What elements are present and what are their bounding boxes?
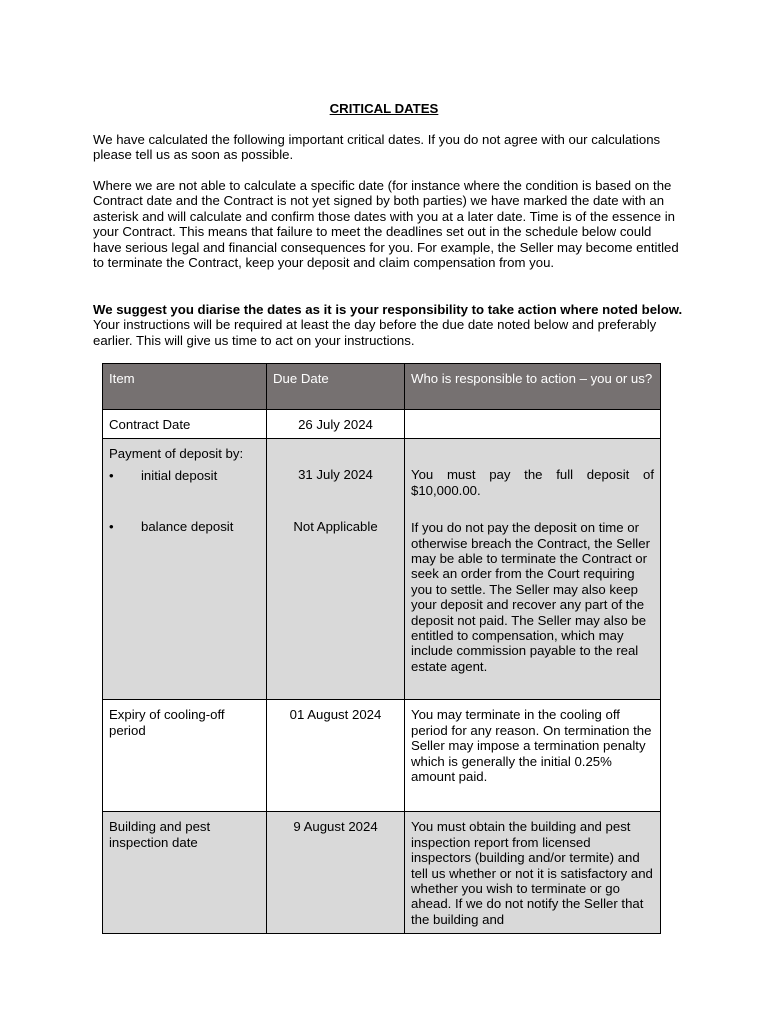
cell-date: 26 July 2024 [267, 410, 405, 439]
initial-deposit-note: You must pay the full deposit of $10,000.00. [411, 467, 654, 498]
intro-paragraph: We have calculated the following important critical dates. If you do not agree with our calculations please tell us as soon as possible. [93, 132, 661, 163]
page-title: CRITICAL DATES [329, 101, 439, 116]
bullet-icon: • [109, 467, 114, 483]
suggest-rest-text: Your instructions will be required at least the day before the due date noted below and preferably earlier. This will give us time to act on your instructions. [93, 317, 657, 348]
cell-date [267, 439, 405, 700]
cell-note: You may terminate in the cooling off period for any reason. On termination the Seller may impose a termination penalty which is generally the initial 0.25% amount paid. [405, 700, 661, 812]
cell-date: 01 August 2024 [267, 700, 405, 812]
cell-item: Building and pest inspection date [103, 812, 267, 934]
cell-note [405, 439, 661, 700]
cell-note [405, 410, 661, 439]
header-due-date: Due Date [267, 364, 405, 410]
critical-dates-table [102, 363, 661, 934]
cell-item: Contract Date [103, 410, 267, 439]
cell-item [103, 439, 267, 700]
suggest-paragraph [93, 302, 683, 348]
header-responsible: Who is responsible to action – you or us? [405, 364, 661, 410]
table-row-cooling-off [103, 700, 661, 812]
table-header-row [103, 364, 661, 410]
balance-deposit-note: If you do not pay the deposit on time or otherwise breach the Contract, the Seller may be able to terminate the Contract or seek an order from the Court requiring you to settle. The Seller may also keep your deposit and recover any part of the deposit not paid. The Seller may also be entitled to compensation, which may include commission payable to the real estate agent. [411, 520, 650, 674]
balance-deposit-label: balance deposit [141, 519, 234, 535]
cell-note: You must obtain the building and pest inspection report from licensed inspectors (building and/or termite) and tell us whether or not it is satisfactory and whether you wish to terminate or go ahead. If we do not notify the Seller that the building and [405, 812, 661, 934]
initial-deposit-date: 31 July 2024 [298, 467, 373, 483]
table-row-deposit [103, 439, 661, 700]
initial-deposit-label: initial deposit [141, 467, 218, 483]
cell-item: Expiry of cooling-off period [103, 700, 267, 812]
list-item [109, 468, 260, 483]
table-row-contract-date [103, 410, 661, 439]
list-item [109, 519, 260, 534]
deposit-heading: Payment of deposit by: [109, 446, 244, 462]
table-row-building-pest [103, 812, 661, 934]
header-item: Item [103, 364, 267, 410]
asterisk-paragraph: Where we are not able to calculate a specific date (for instance where the condition is based on the Contract date and the Contract is not yet signed by both parties) we have marked the date with an asterisk and will calculate and confirm those dates with you at a later date. Time is of the essence in your Contract. This means that failure to meet the deadlines set out in the schedule below could have serious legal and financial consequences for you. For example, the Seller may become entitled to terminate the Contract, keep your deposit and claim compensation from you. [93, 178, 679, 271]
suggest-bold-text: We suggest you diarise the dates as it is your responsibility to take action where noted below. [93, 302, 683, 317]
bullet-icon: • [109, 519, 114, 535]
cell-date: 9 August 2024 [267, 812, 405, 934]
balance-deposit-date: Not Applicable [293, 518, 378, 534]
